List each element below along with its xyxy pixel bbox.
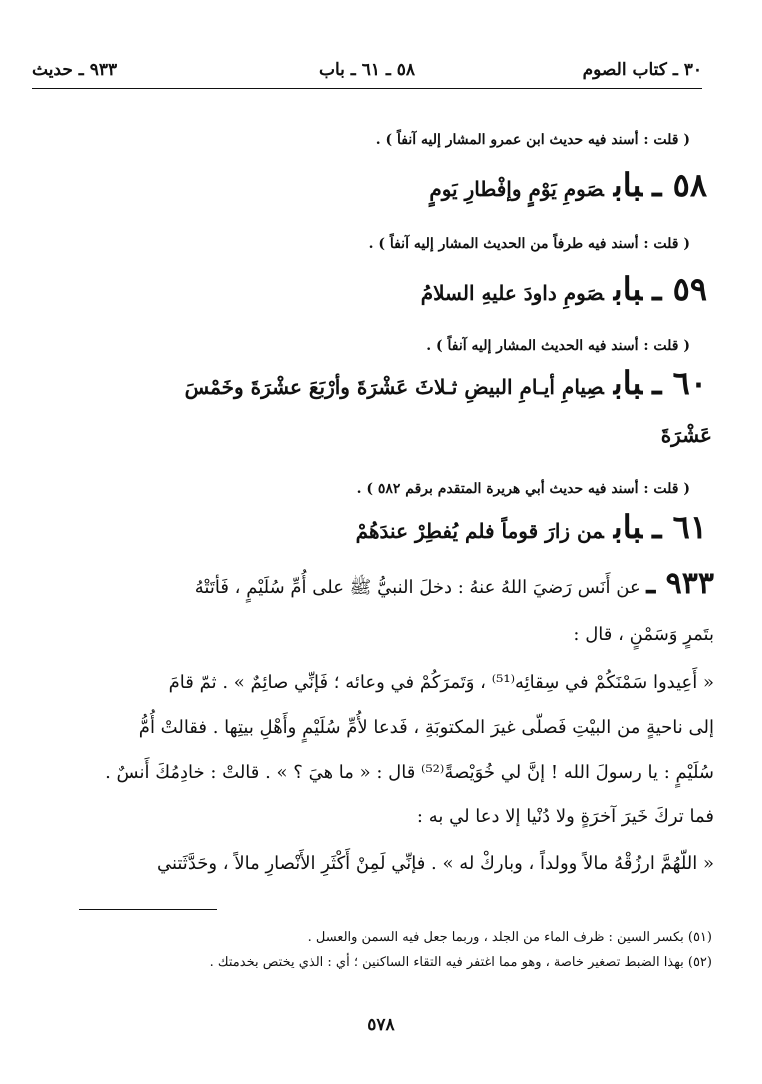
hadith-line: سُلَيْمٍ : يا رسولَ الله ! إنَّ لي خُوَيْصةً⁽⁵²⁾ قال : « ما هيَ ؟ » . قالتْ : خادِمُكَ أَنسٌ .	[105, 762, 714, 783]
chapter-keyword: باب	[613, 270, 643, 308]
chapter-number: ٦٠ ـ	[652, 364, 707, 402]
hadith-line: بتَمرٍ وَسَمْنٍ ، قال :	[573, 624, 714, 645]
chapter-title: صَومِ داودَ عليهِ السلامُ	[420, 281, 604, 305]
chapter-heading	[185, 364, 707, 402]
footnote: (٥١) بكسر السين : ظرف الماء من الجلد ، وربما جعل فيه السمن والعسل .	[307, 930, 712, 945]
chapter-title: صِيامِ أيـامِ البيضِ ثـلاثَ عَشْرَةَ وأرْبَعَ عشْرَةَ وخَمْسَ	[184, 375, 604, 399]
header-book-title: ٣٠ ـ كتاب الصوم	[582, 60, 702, 80]
hadith-line: « اللّهُمَّ ارزُقْهُ مالاً وولداً ، وباركْ له » . فإنِّي لَمِنْ أَكْثَرِ الأَنْصارِ مالاً ، وحَدَّثَتني	[156, 853, 714, 874]
hadith-line: « أَعِيدوا سَمْنَكُمْ في سِقائِه⁽⁵¹⁾ ، وَتَمرَكُمْ في وعائه ؛ فَإنِّي صائِمٌ » . ثمّ قامَ	[168, 672, 714, 693]
footnote-divider	[79, 909, 217, 910]
chapter-title: من زارَ قوماً فلم يُفطِرْ عندَهُمْ	[355, 519, 604, 543]
chapter-keyword: باب	[613, 508, 643, 546]
hadith-number: ٩٣٣ ـ	[646, 566, 714, 601]
header-hadith-range: ٩٣٣ ـ حديث	[32, 60, 118, 80]
chapter-heading	[356, 508, 707, 546]
editor-note: ( قلت : أسند فيه طرفاً من الحديث المشار إليه آنفاً ) .	[368, 236, 690, 252]
chapter-heading	[421, 270, 707, 308]
editor-note: ( قلت : أسند فيه الحديث المشار إليه آنفاً ) .	[426, 338, 690, 354]
header-chapter-range: ٥٨ ـ ٦١ ـ باب	[318, 60, 416, 80]
hadith-line	[48, 566, 714, 602]
chapter-number: ٥٩ ـ	[652, 270, 707, 308]
editor-note: ( قلت : أسند فيه حديث ابن عمرو المشار إليه آنفاً ) .	[375, 132, 690, 148]
footnote: (٥٢) بهذا الضبط تصغير خاصة ، وهو مما اغتفر فيه التقاء الساكنين ؛ أي : الذي يختص بخدمتك .	[209, 955, 712, 970]
chapter-title-continued: عَشْرَةَ	[660, 423, 712, 447]
chapter-keyword: باب	[613, 166, 643, 204]
page-number: ٥٧٨	[367, 1015, 395, 1035]
editor-note: ( قلت : أسند فيه حديث أبي هريرة المتقدم برقم ٥٨٢ ) .	[356, 481, 690, 497]
running-header	[32, 56, 702, 89]
chapter-number: ٦١ ـ	[652, 508, 707, 546]
chapter-number: ٥٨ ـ	[652, 166, 707, 204]
hadith-text: عن أَنَس رَضيَ اللهُ عنهُ : دخلَ النبيُّ ﷺ على أُمِّ سُلَيْمٍ ، فَأتَتْهُ	[194, 577, 641, 598]
chapter-title: صَومِ يَوْمٍ وإفْطارِ يَومٍ	[429, 177, 604, 201]
hadith-line: فما تركَ خَيرَ آخرَةٍ ولا دُنْيا إلا دعا لي به :	[416, 806, 714, 827]
chapter-keyword: باب	[613, 364, 643, 402]
hadith-line: إلى ناحيةٍ من البيْتِ فَصلّى غيرَ المكتوبَةِ ، فَدعا لأُمِّ سُلَيْمٍ وأَهْلِ بيتِها . فقالتْ أُمُّ	[138, 717, 714, 738]
chapter-heading	[429, 166, 707, 204]
